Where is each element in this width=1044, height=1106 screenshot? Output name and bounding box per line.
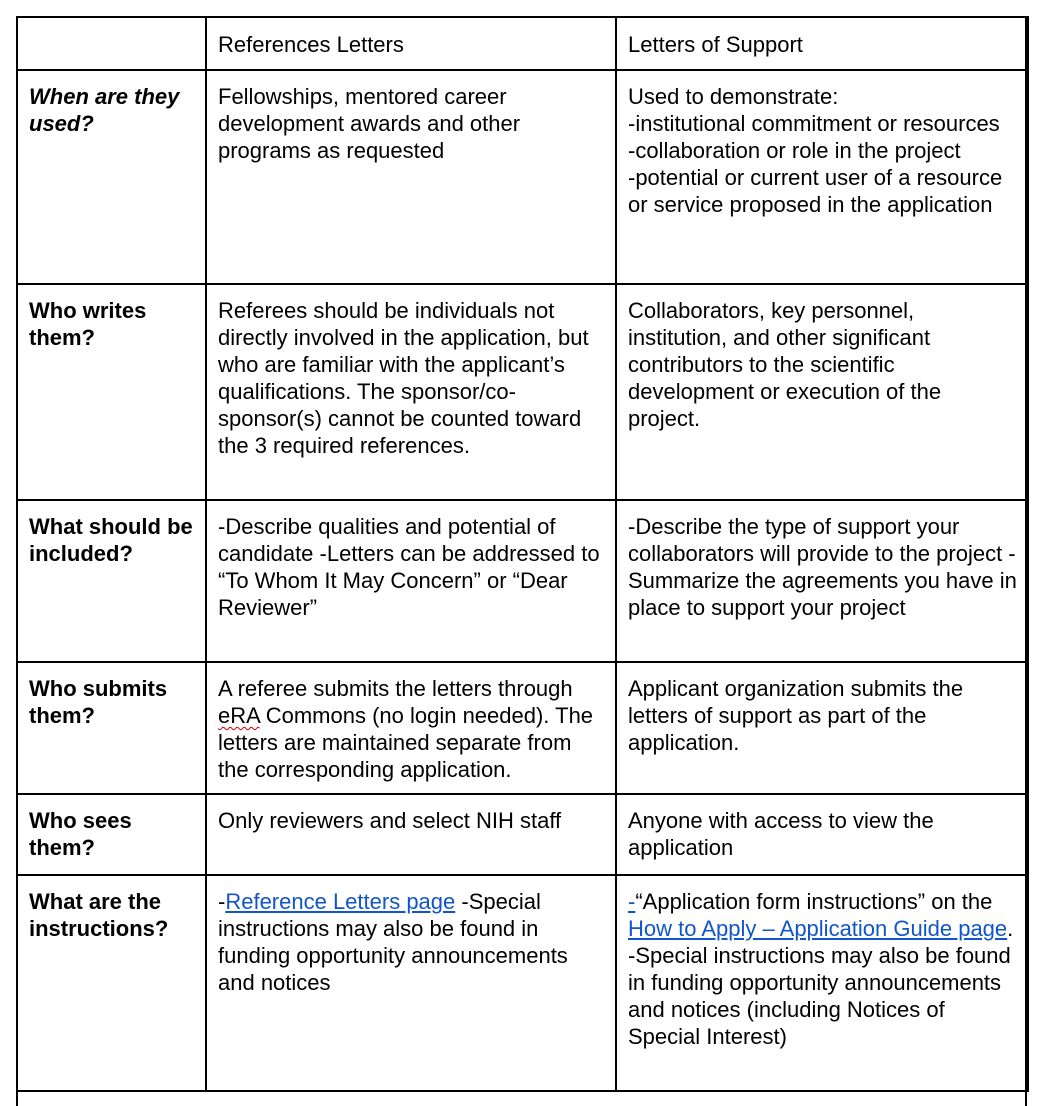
- support-instructions-text-2: . -Special instructions may also be found in funding opportunity announcements and notices (including Notices of Special Interest): [628, 916, 1014, 1049]
- reference-letters-page-link[interactable]: Reference Letters page: [225, 889, 456, 914]
- cell-support-who-submits: Applicant organization submits the letters of support as part of the application.: [616, 662, 1028, 794]
- cell-support-instructions: [616, 875, 1028, 1091]
- cell-refs-who-submits: [206, 662, 616, 794]
- support-used-line: -institutional commitment or resources: [628, 111, 1000, 136]
- row-who-writes: [17, 284, 1028, 500]
- header-references-letters: References Letters: [206, 17, 616, 70]
- cell-support-who-sees: Anyone with access to view the application: [616, 794, 1028, 875]
- header-letters-of-support: Letters of Support: [616, 17, 1028, 70]
- support-instructions-text-1: “Application form instructions” on the: [635, 889, 993, 914]
- header-row: [17, 17, 1028, 70]
- row-when-used: [17, 70, 1028, 284]
- cell-support-what-included: -Describe the type of support your collaborators will provide to the project -Summarize the agreements you have in place to support your project: [616, 500, 1028, 662]
- cell-refs-what-included: -Describe qualities and potential of candidate -Letters can be addressed to “To Whom It May Concern” or “Dear Reviewer”: [206, 500, 616, 662]
- support-used-line: -potential or current user of a resource or service proposed in the application: [628, 165, 1003, 217]
- comparison-table: [16, 16, 1029, 1092]
- row-label-who-submits: Who submits them?: [17, 662, 206, 794]
- row-instructions: [17, 875, 1028, 1091]
- refs-instructions-prefix: -: [218, 889, 226, 914]
- support-used-line: -collaboration or role in the project: [628, 138, 961, 163]
- support-instructions-dash-link[interactable]: -: [628, 889, 636, 914]
- cell-support-who-writes: Collaborators, key personnel, institution, and other significant contributors to the scientific development or execution of the project.: [616, 284, 1028, 500]
- refs-instructions-rest: -Special instructions may also be found in funding opportunity announcements and notices: [218, 889, 568, 995]
- refs-submits-text-after: Commons (no login needed). The letters are maintained separate from the corresponding application.: [218, 703, 594, 782]
- row-label-when-used: When are they used?: [17, 70, 206, 284]
- support-used-line: Used to demonstrate:: [628, 84, 839, 109]
- cell-refs-instructions: [206, 875, 616, 1091]
- spellcheck-flagged-word[interactable]: eRA: [218, 703, 260, 728]
- cell-refs-who-sees: Only reviewers and select NIH staff: [206, 794, 616, 875]
- row-label-what-included: What should be included?: [17, 500, 206, 662]
- cell-refs-when-used: Fellowships, mentored career development awards and other programs as requested: [206, 70, 616, 284]
- row-label-who-sees: Who sees them?: [17, 794, 206, 875]
- row-label-who-writes: Who writes them?: [17, 284, 206, 500]
- row-who-submits: [17, 662, 1028, 794]
- cell-support-when-used: [616, 70, 1028, 284]
- cell-refs-who-writes: Referees should be individuals not directly involved in the application, but who are familiar with the applicant’s qualifications. The sponsor/co-sponsor(s) cannot be counted toward the 3 required references.: [206, 284, 616, 500]
- refs-submits-text-before: A referee submits the letters through: [218, 676, 573, 701]
- application-guide-page-link[interactable]: How to Apply – Application Guide page: [628, 916, 1008, 941]
- row-label-instructions: What are the instructions?: [17, 875, 206, 1091]
- header-cell-empty: [17, 17, 206, 70]
- row-who-sees: [17, 794, 1028, 875]
- row-what-included: [17, 500, 1028, 662]
